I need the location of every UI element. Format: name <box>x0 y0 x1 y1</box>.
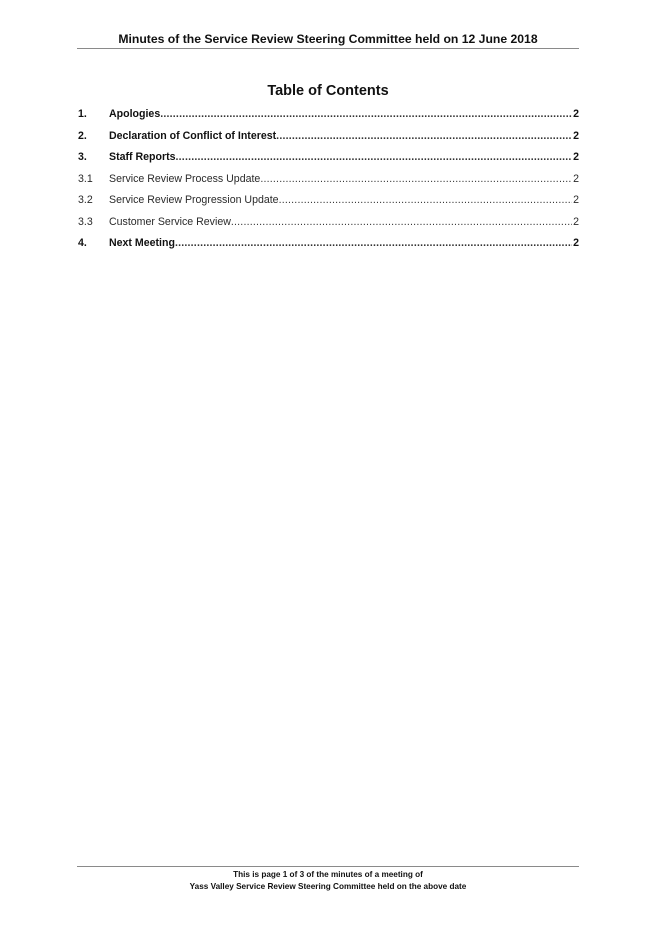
toc-entry-customer-service-review[interactable] <box>77 212 579 234</box>
toc-entry-text: Service Review Progression Update <box>109 194 279 206</box>
header-title: Minutes of the Service Review Steering Committee held on 12 June 2018 <box>118 32 538 46</box>
toc-leader-dots <box>175 233 572 255</box>
toc-entry-text: Customer Service Review <box>109 215 231 228</box>
toc-entry-next-meeting[interactable] <box>77 233 579 255</box>
toc-entry-number: 3. <box>78 151 87 163</box>
table-of-contents <box>77 104 579 255</box>
toc-entry-text: Apologies <box>109 108 161 120</box>
toc-entry-number: 4. <box>78 237 87 249</box>
toc-entry-service-review-process-update[interactable] <box>77 169 579 191</box>
toc-entry-number: 3.2 <box>78 194 93 206</box>
toc-entry-page: 2 <box>573 215 579 228</box>
toc-entry-text: Staff Reports <box>109 151 176 163</box>
toc-leader-dots <box>260 169 572 191</box>
toc-entry-page: 2 <box>573 237 579 249</box>
page-footer <box>77 866 579 893</box>
toc-entry-text: Service Review Process Update <box>109 172 261 185</box>
toc-entry-number: 3.1 <box>78 172 93 185</box>
toc-entry-staff-reports[interactable] <box>77 147 579 169</box>
toc-entry-service-review-progression-update[interactable] <box>77 190 579 212</box>
toc-entry-number: 1. <box>78 108 87 120</box>
toc-entry-page: 2 <box>573 194 579 206</box>
toc-entry-apologies[interactable] <box>77 104 579 126</box>
toc-leader-dots <box>231 212 572 234</box>
toc-leader-dots <box>160 104 572 126</box>
toc-entry-text: Next Meeting <box>109 237 175 249</box>
toc-leader-dots <box>279 190 573 212</box>
toc-entry-page: 2 <box>573 108 579 120</box>
toc-entry-text: Declaration of Conflict of Interest <box>109 129 277 142</box>
toc-entry-page: 2 <box>573 151 579 163</box>
toc-leader-dots <box>176 147 573 169</box>
toc-entry-page: 2 <box>573 172 579 185</box>
toc-entry-number: 2. <box>78 129 87 142</box>
toc-entry-number: 3.3 <box>78 215 93 228</box>
page-header <box>77 30 579 49</box>
toc-entry-declaration-of-conflict-of-interest[interactable] <box>77 126 579 148</box>
toc-entry-page: 2 <box>573 129 579 142</box>
footer-line-2: Yass Valley Service Review Steering Committee held on the above date <box>189 882 467 891</box>
footer-line-1: This is page 1 of 3 of the minutes of a meeting of <box>233 870 423 879</box>
toc-leader-dots <box>276 126 572 148</box>
toc-title: Table of Contents <box>267 83 389 99</box>
